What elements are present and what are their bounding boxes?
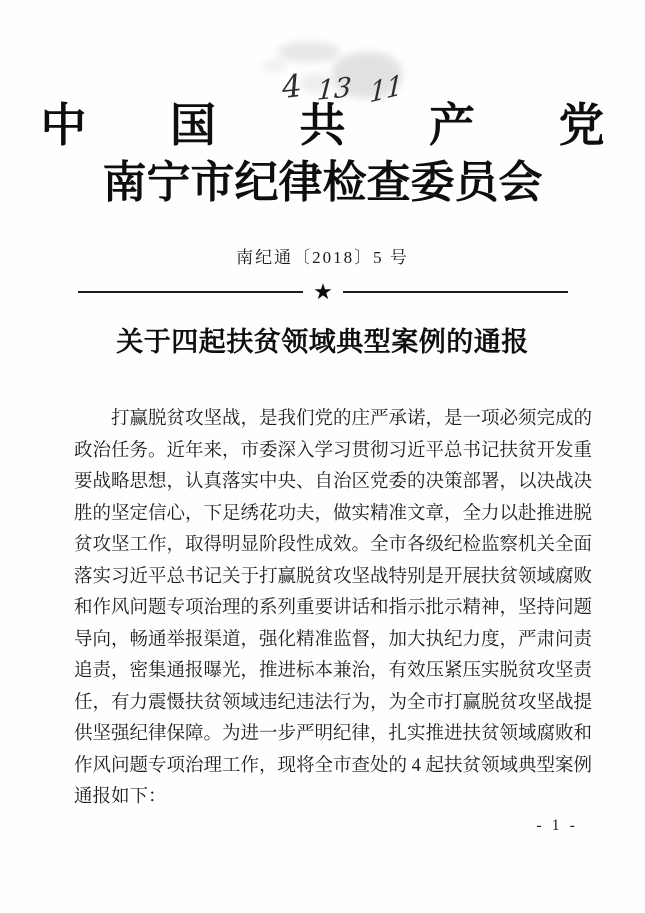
handwritten-number: 11 [369,69,404,110]
document-number: 南纪通〔2018〕5 号 [236,248,409,268]
handwritten-number: 4 [280,68,304,106]
body-line: 要战略思想，认真落实中央、自治区党委的决策部署，以决战决 [74,472,593,493]
body-line: 贫攻坚工作，取得明显阶段性成效。全市各级纪检监察机关全面 [74,535,593,556]
divider-rule-left [78,291,303,293]
divider-rule-right [343,291,568,293]
star-icon: ★ [313,279,333,305]
body-line: 通报如下： [74,787,167,808]
star-divider [78,278,568,306]
body-paragraph [74,404,593,814]
page-number: - 1 - [536,816,578,834]
body-line: 作风问题专项治理工作，现将全市查处的 4 起扶贫领域典型案例 [74,755,593,776]
body-line: 任，有力震慑扶贫领域违纪违法行为，为全市打赢脱贫攻坚战提 [74,692,593,713]
notice-title: 关于四起扶贫领域典型案例的通报 [116,327,529,358]
body-line: 胜的坚定信心，下足绣花功夫，做实精准文章，全力以赴推进脱 [74,503,593,524]
handwritten-number: 13 [315,72,353,107]
body-line: 追责，密集通报曝光，推进标本兼治，有效压紧压实脱贫攻坚责 [74,661,593,682]
org-title-line2: 南宁市纪律检查委员会 [102,157,543,207]
body-line: 政治任务。近年来，市委深入学习贯彻习近平总书记扶贫开发重 [74,440,593,461]
body-line: 落实习近平总书记关于打赢脱贫攻坚战特别是开展扶贫领域腐败 [74,566,593,587]
body-line: 打赢脱贫攻坚战，是我们党的庄严承诺，是一项必须完成的 [111,409,593,430]
body-line: 和作风问题专项治理的系列重要讲话和指示批示精神，坚持问题 [74,598,593,619]
org-title-line1: 中 国 共 产 党 [40,100,641,151]
body-line: 导向，畅通举报渠道，强化精准监督，加大执纪力度，严肃问责 [74,629,593,650]
body-line: 供坚强纪律保障。为进一步严明纪律，扎实推进扶贫领域腐败和 [74,724,593,745]
handwritten-annotation [280,55,412,110]
